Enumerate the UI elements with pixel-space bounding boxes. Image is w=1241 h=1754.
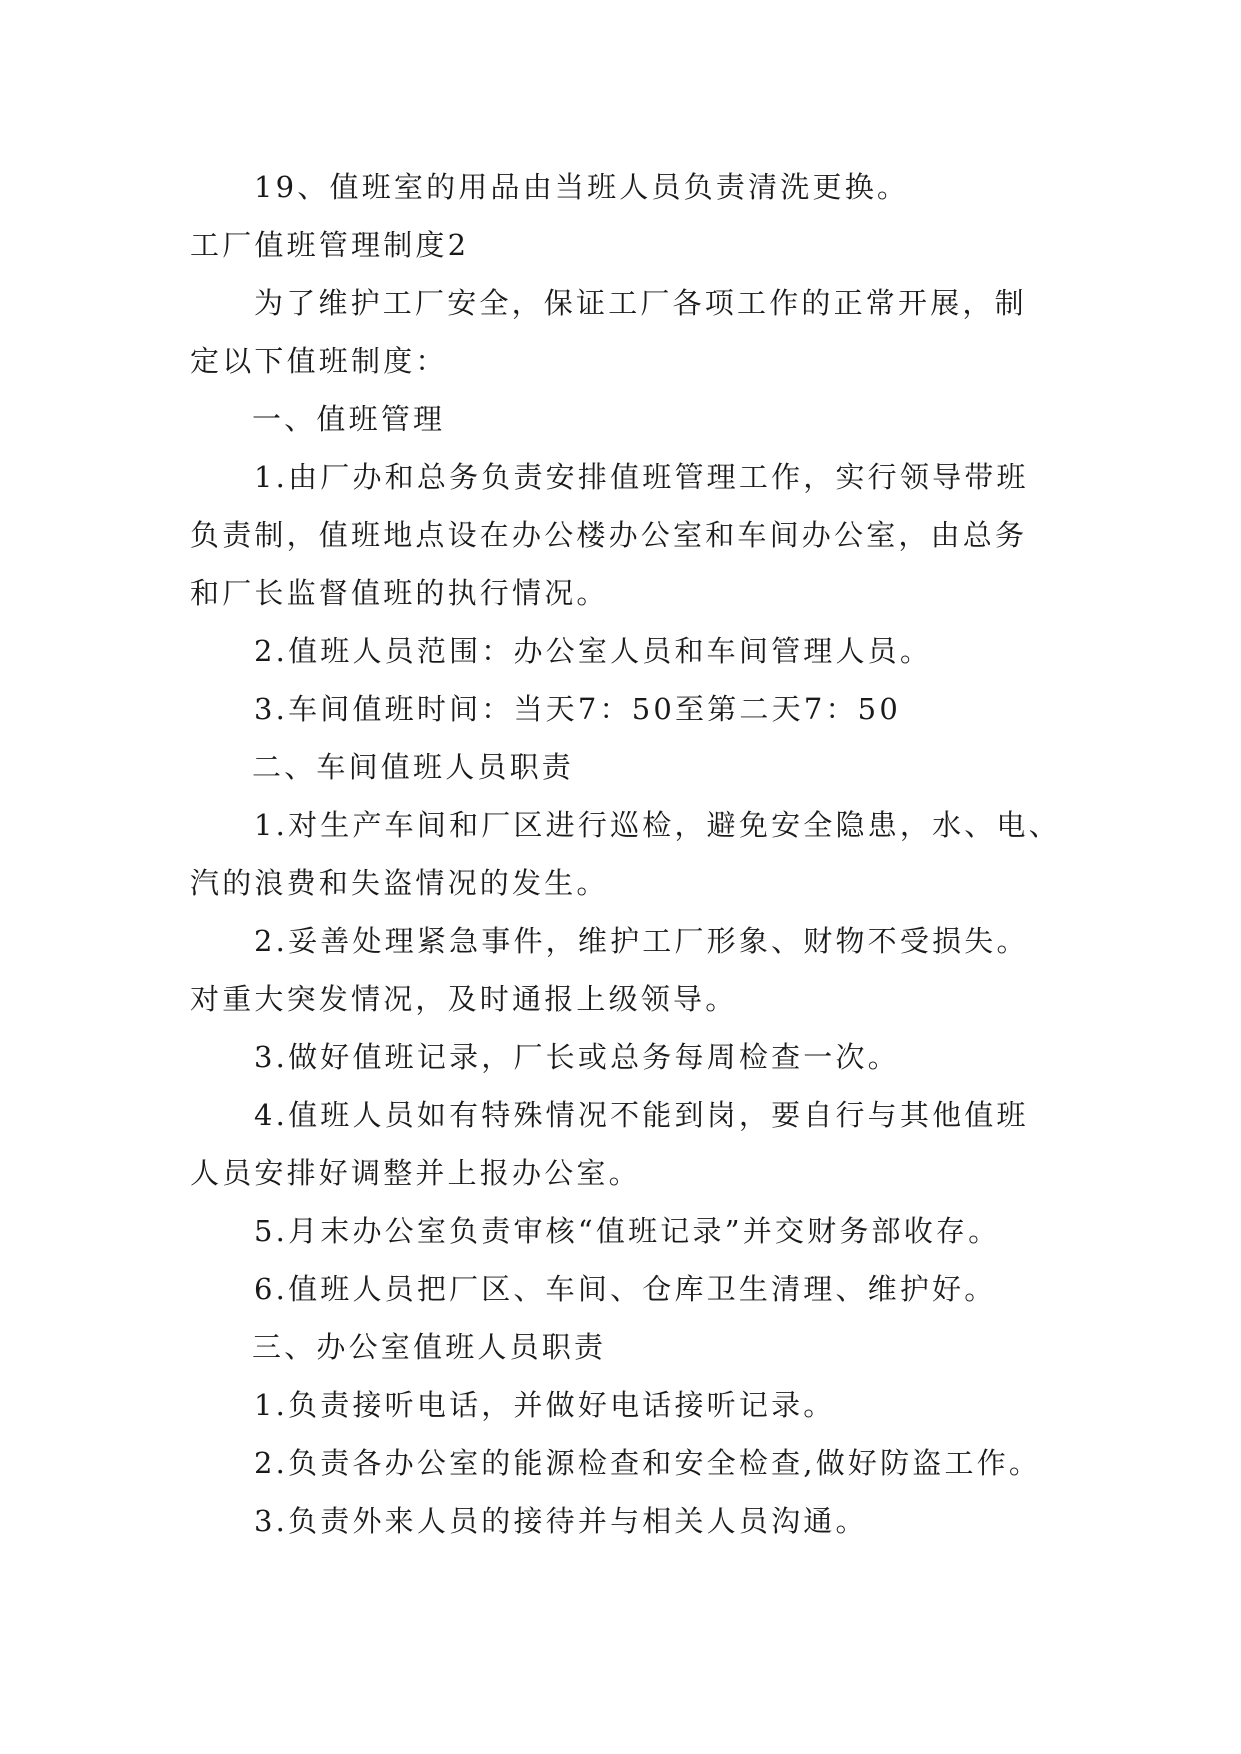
office-item-1: 1.负责接听电话，并做好电话接听记录。 bbox=[254, 1388, 836, 1422]
document-body bbox=[190, 158, 1060, 1550]
duty-management-item-1-line-1: 1.由厂办和总务负责安排值班管理工作，实行领导带班 bbox=[254, 460, 1029, 494]
workshop-item-6: 6.值班人员把厂区、车间、仓库卫生清理、维护好。 bbox=[254, 1272, 997, 1306]
workshop-item-1-line-1: 1.对生产车间和厂区进行巡检，避免安全隐患，水、电、 bbox=[254, 808, 1061, 842]
workshop-item-4-line-2: 人员安排好调整并上报办公室。 bbox=[190, 1156, 641, 1190]
paragraph-item-19: 19、值班室的用品由当班人员负责清洗更换。 bbox=[254, 170, 910, 204]
office-item-3: 3.负责外来人员的接待并与相关人员沟通。 bbox=[254, 1504, 868, 1538]
workshop-item-3: 3.做好值班记录，厂长或总务每周检查一次。 bbox=[254, 1040, 900, 1074]
workshop-item-1-line-2: 汽的浪费和失盗情况的发生。 bbox=[190, 866, 609, 900]
workshop-item-2-line-2: 对重大突发情况，及时通报上级领导。 bbox=[190, 982, 738, 1016]
duty-management-item-3: 3.车间值班时间：当天7：50至第二天7：50 bbox=[254, 692, 901, 726]
workshop-item-5: 5.月末办公室负责审核“值班记录”并交财务部收存。 bbox=[254, 1214, 1001, 1248]
heading-duty-management: 一、值班管理 bbox=[252, 402, 446, 436]
workshop-item-2-line-1: 2.妥善处理紧急事件，维护工厂形象、财物不受损失。 bbox=[254, 924, 1029, 958]
duty-management-item-2: 2.值班人员范围：办公室人员和车间管理人员。 bbox=[254, 634, 933, 668]
intro-paragraph-line-1: 为了维护工厂安全，保证工厂各项工作的正常开展，制 bbox=[254, 286, 1027, 320]
intro-paragraph-line-2: 定以下值班制度： bbox=[190, 344, 448, 378]
office-item-2: 2.负责各办公室的能源检查和安全检查,做好防盗工作。 bbox=[254, 1446, 1042, 1480]
workshop-item-4-line-1: 4.值班人员如有特殊情况不能到岗，要自行与其他值班 bbox=[254, 1098, 1029, 1132]
heading-office-duties: 三、办公室值班人员职责 bbox=[252, 1330, 607, 1364]
heading-workshop-duties: 二、车间值班人员职责 bbox=[252, 750, 575, 784]
section-title: 工厂值班管理制度2 bbox=[190, 228, 470, 262]
duty-management-item-1-line-3: 和厂长监督值班的执行情况。 bbox=[190, 576, 609, 610]
duty-management-item-1-line-2: 负责制，值班地点设在办公楼办公室和车间办公室，由总务 bbox=[190, 518, 1028, 552]
